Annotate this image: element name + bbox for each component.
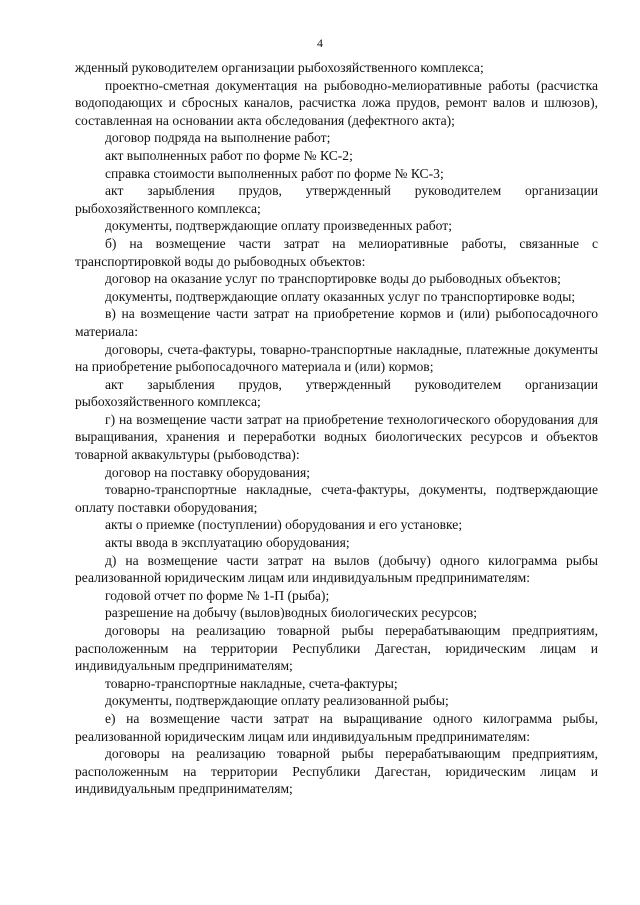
- paragraph: разрешение на добычу (вылов)водных биологических ресурсов;: [105, 605, 478, 621]
- paragraph: акт зарыбления прудов, утвержденный руководителем организации рыбохозяйственного комплекса;: [75, 183, 598, 216]
- paragraph: документы, подтверждающие оплату оказанных услуг по транспортировке воды;: [105, 288, 576, 304]
- document-body: [75, 59, 598, 798]
- paragraph: акты ввода в эксплуатацию оборудования;: [105, 535, 350, 551]
- paragraph: документы, подтверждающие оплату произведенных работ;: [105, 218, 453, 234]
- paragraph: договор подряда на выполнение работ;: [105, 130, 331, 146]
- paragraph: товарно-транспортные накладные, счета-фактуры;: [105, 675, 398, 691]
- paragraph: акт выполненных работ по форме № КС-2;: [105, 147, 353, 163]
- paragraph: договор на поставку оборудования;: [105, 464, 311, 480]
- paragraph: е) на возмещение части затрат на выращивание одного килограмма рыбы, реализованной юридическим лицам или индивидуальным предпринимателям:: [75, 710, 598, 744]
- paragraph: жденный руководителем организации рыбохозяйственного комплекса;: [75, 60, 484, 75]
- paragraph: товарно-транспортные накладные, счета-фактуры, документы, подтверждающие оплату поставки оборудования;: [75, 482, 598, 515]
- paragraph: проектно-сметная документация на рыбоводно-мелиоративные работы (расчистка водоподающих и сбросных каналов, расчистка ложа прудов, ремонт валов и шлюзов), составленная на основании акта обследования (дефектного акта);: [75, 77, 598, 128]
- page-number: 4: [317, 36, 323, 50]
- paragraph: г) на возмещение части затрат на приобретение технологического оборудования для выращивания, хранения и переработки водных биологических ресурсов и объектов товарной аквакультуры (рыбоводства):: [75, 411, 598, 463]
- paragraph: б) на возмещение части затрат на мелиоративные работы, связанные с транспортировкой воды до рыбоводных объектов:: [75, 235, 598, 269]
- paragraph: договоры, счета-фактуры, товарно-транспортные накладные, платежные документы на приобретение рыбопосадочного материала и (или) кормов;: [75, 341, 598, 375]
- paragraph: акт зарыбления прудов, утвержденный руководителем организации рыбохозяйственного комплекса;: [75, 376, 598, 410]
- paragraph: справка стоимости выполненных работ по форме № КС-3;: [105, 165, 444, 181]
- paragraph: акты о приемке (поступлении) оборудования и его установке;: [105, 517, 463, 533]
- paragraph: годовой отчет по форме № 1-П (рыба);: [105, 587, 330, 603]
- paragraph: в) на возмещение части затрат на приобретение кормов и (или) рыбопосадочного материала:: [75, 306, 598, 339]
- paragraph: договор на оказание услуг по транспортировке воды до рыбоводных объектов;: [105, 271, 561, 287]
- paragraph: договоры на реализацию товарной рыбы перерабатывающим предприятиям, расположенным на территории Республики Дагестан, юридическим лицам и индивидуальным предпринимателям;: [75, 623, 598, 674]
- paragraph: д) на возмещение части затрат на вылов (добычу) одного килограмма рыбы реализованной юридическим лицам или индивидуальным предпринимателям:: [75, 552, 598, 586]
- paragraph: договоры на реализацию товарной рыбы перерабатывающим предприятиям, расположенным на территории Республики Дагестан, юридическим лицам и индивидуальным предпринимателям;: [75, 746, 598, 797]
- paragraph: документы, подтверждающие оплату реализованной рыбы;: [105, 693, 449, 709]
